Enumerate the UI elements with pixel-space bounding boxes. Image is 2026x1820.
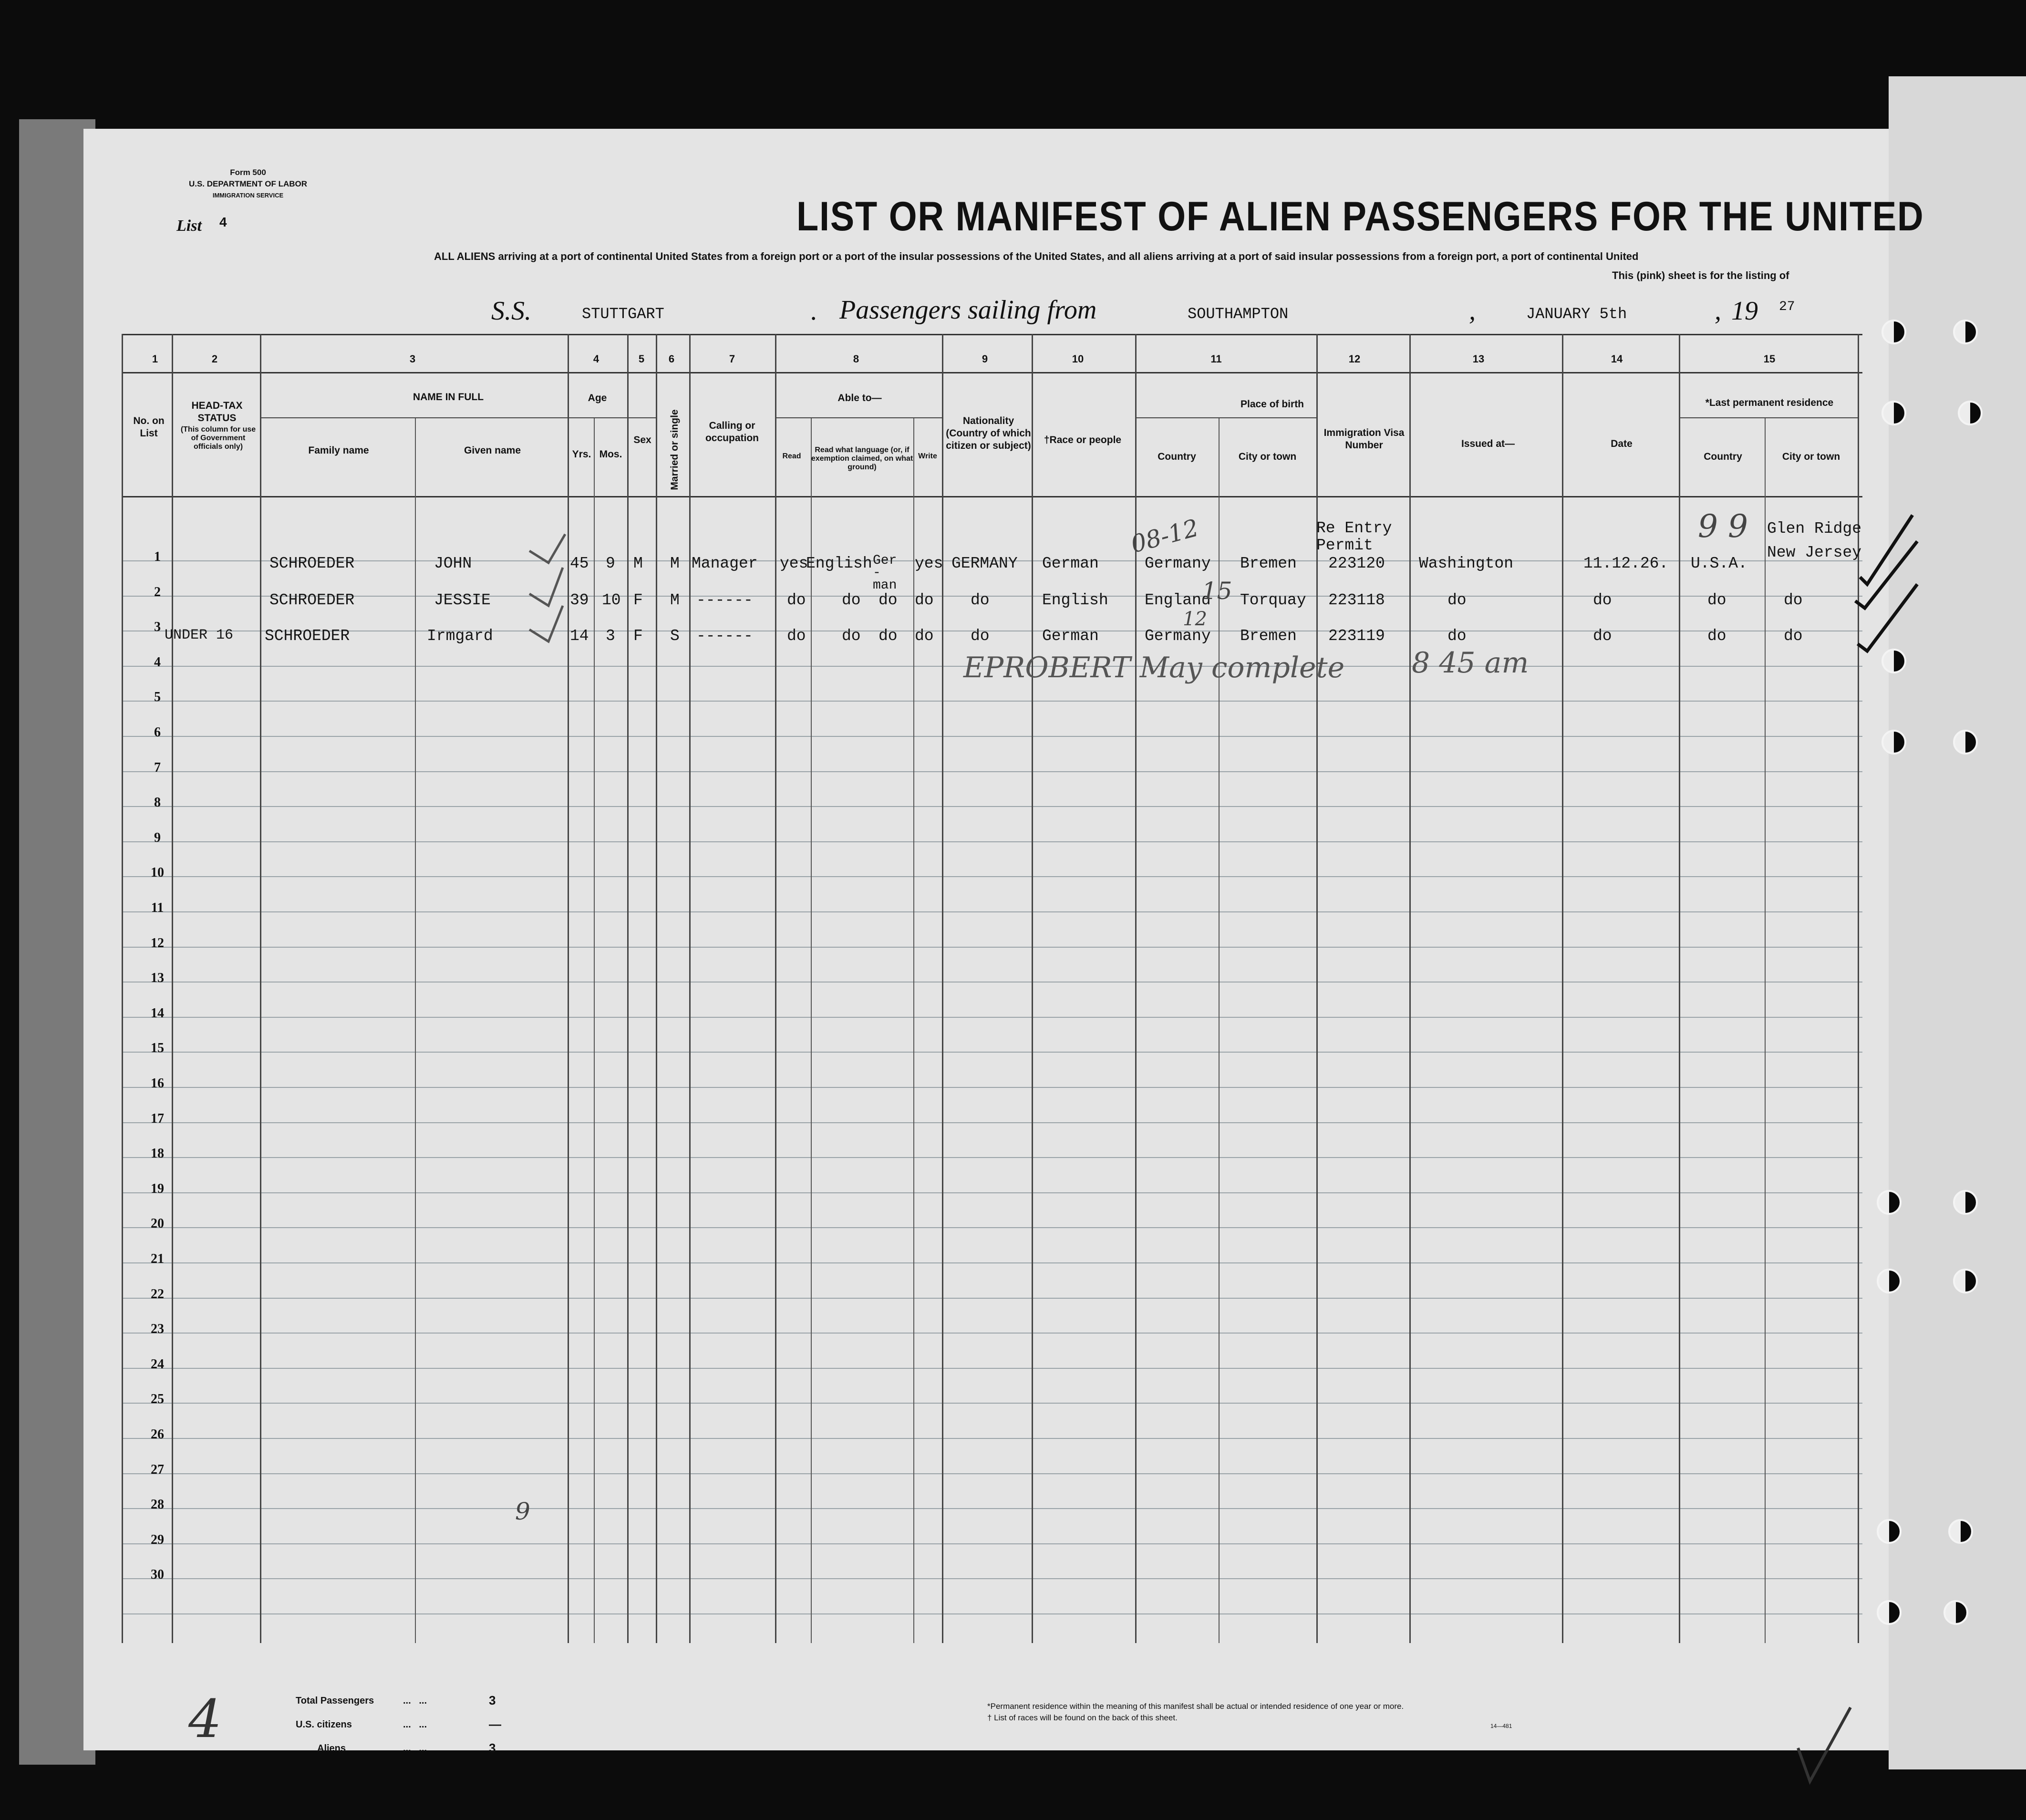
row-number: 26 (151, 1427, 164, 1442)
race-cell: German (1042, 555, 1099, 572)
age-years-cell: 14 (570, 627, 589, 645)
header-issued-at: Issued at— (1461, 438, 1515, 449)
header-write: Write (918, 452, 937, 460)
header-head-tax-note: (This column for use of Government officials only) (180, 425, 256, 451)
ship-label: S.S. (491, 296, 531, 326)
row-number: 19 (151, 1181, 164, 1196)
punch-hole-icon (1943, 1600, 1968, 1625)
row-number: 22 (151, 1287, 164, 1302)
ship-name: STUTTGART (582, 305, 664, 323)
punch-hole-icon (1881, 320, 1906, 344)
row-number: 18 (151, 1146, 164, 1161)
occupation-cell: ------ (696, 627, 753, 645)
header-able-to: Able to— (837, 393, 882, 403)
age-months-cell: 9 (606, 555, 615, 572)
header-name-in-full: NAME IN FULL (413, 392, 484, 403)
nationality-cell: do (971, 591, 990, 609)
header-birth-country: Country (1158, 451, 1196, 462)
row-number: 3 (154, 620, 161, 634)
row-number: 8 (154, 795, 161, 810)
residence-city-cell: do (1784, 591, 1803, 609)
us-citizens-value: — (489, 1717, 501, 1731)
department-name: U.S. DEPARTMENT OF LABOR (188, 179, 308, 188)
sex-cell: M (633, 555, 643, 572)
punch-hole-icon (1877, 1600, 1902, 1625)
row-number: 28 (151, 1497, 164, 1512)
departure-date: JANUARY 5th (1526, 305, 1627, 323)
read-cell: do (787, 627, 806, 645)
punch-hole-icon (1953, 1269, 1978, 1293)
list-label: List (176, 217, 202, 235)
punch-hole-icon (1953, 1190, 1978, 1215)
print-code: 14—481 (1490, 1723, 1512, 1729)
language-cell: Ger -man (873, 553, 897, 593)
sailing-label: Passengers sailing from (839, 295, 1097, 325)
birth-city-cell: Bremen (1240, 627, 1297, 645)
marital-cell: M (670, 555, 680, 572)
age-months-cell: 3 (606, 627, 615, 645)
subtitle-instructions: ALL ALIENS arriving at a port of continental United States from a foreign port or a port of the insular possessions of the United States, and all aliens arriving at a port of said insular possessions from a foreign port, a port of continental United (434, 250, 1639, 262)
row-number: 5 (154, 690, 161, 704)
row-number: 9 (154, 830, 161, 845)
header-age-mos: Mos. (599, 449, 622, 460)
residence-city-cell: Glen Ridge (1767, 520, 1862, 538)
visa-number-cell: 223119 (1328, 627, 1385, 645)
punch-hole-icon (1881, 649, 1906, 673)
birth-country-cell: Germany (1145, 555, 1211, 572)
column-number: 2 (211, 353, 218, 365)
column-number: 13 (1472, 353, 1485, 365)
row-number: 11 (151, 900, 164, 915)
row-number: 24 (151, 1357, 164, 1372)
row-number: 7 (154, 760, 161, 775)
year-prefix: 19 (1731, 296, 1758, 326)
handwritten-row-mark: 9 (515, 1498, 530, 1525)
aliens-value: 3 (489, 1741, 496, 1755)
header-date: Date (1611, 438, 1633, 449)
handwritten-clearance-note: EPROBERT May complete (963, 651, 1345, 684)
visa-number-cell: 223120 (1328, 555, 1385, 572)
header-read-language: Read what language (or, if exemption claimed, on what ground) (811, 446, 913, 471)
residence-country-cell: do (1707, 627, 1726, 645)
residence-footnote: *Permanent residence within the meaning of this manifest shall be actual or intended residence of one year or more. (987, 1702, 1404, 1711)
service-name: IMMIGRATION SERVICE (212, 192, 284, 199)
citizens-dots: ... ... (403, 1719, 427, 1730)
check-mark-icon (529, 534, 565, 563)
header-place-of-birth: Place of birth (1240, 399, 1304, 410)
row-number: 29 (151, 1532, 164, 1547)
family-name-cell: SCHROEDER (269, 591, 355, 609)
column-number: 12 (1348, 353, 1361, 365)
handwritten-residence-mark: 9 9 (1698, 508, 1748, 545)
row-number: 16 (151, 1076, 164, 1091)
row-number: 25 (151, 1392, 164, 1406)
write-cell: do (915, 627, 934, 645)
write-cell: yes (915, 555, 943, 572)
year-suffix: 27 (1779, 300, 1795, 314)
header-family-name: Family name (308, 445, 369, 456)
punch-hole-icon (1953, 320, 1978, 344)
read-cell: yes (780, 555, 808, 572)
row-number: 21 (151, 1251, 164, 1266)
birth-country-cell: England (1145, 591, 1211, 609)
column-number: 4 (593, 353, 600, 365)
aliens-dots: ... ... (403, 1743, 427, 1754)
visa-label-cell: Re Entry Permit (1316, 519, 1392, 554)
header-last-residence: *Last permanent residence (1705, 397, 1834, 408)
row-number: 27 (151, 1462, 164, 1477)
punch-hole-icon (1877, 1269, 1902, 1293)
birth-city-cell: Bremen (1240, 555, 1297, 572)
row-number: 14 (151, 1006, 164, 1021)
header-res-city: City or town (1782, 451, 1840, 462)
write-cell: do (915, 591, 934, 609)
given-name-cell: JOHN (434, 555, 472, 572)
handwritten-birth-mark: 08-12 (1127, 514, 1202, 558)
residence-country-cell: do (1707, 591, 1726, 609)
language-cell: do (842, 591, 861, 609)
sex-cell: F (633, 591, 643, 609)
header-res-country: Country (1704, 451, 1742, 462)
us-citizens-label: U.S. citizens (296, 1719, 352, 1730)
column-number: 8 (853, 353, 859, 365)
header-birth-city: City or town (1238, 451, 1297, 462)
check-mark-icon (529, 606, 563, 641)
total-dots: ... ... (403, 1696, 427, 1706)
header-no-on-list: No. on List (133, 415, 165, 439)
handwritten-time-note: 8 45 am (1412, 646, 1529, 680)
issued-at-cell: do (1447, 591, 1467, 609)
page-title: LIST OR MANIFEST OF ALIEN PASSENGERS FOR THE UNITED (796, 194, 1924, 239)
header-married-single: Married or single (669, 409, 680, 490)
aliens-label: Aliens (317, 1743, 346, 1754)
sex-cell: F (633, 627, 643, 645)
issued-at-cell: Washington (1419, 555, 1514, 572)
marital-cell: M (670, 591, 680, 609)
family-name-cell: SCHROEDER (265, 627, 350, 645)
issue-date-cell: do (1593, 591, 1612, 609)
column-number: 14 (1611, 353, 1623, 365)
column-number: 11 (1210, 353, 1222, 365)
issue-date-cell: 11.12.26. (1583, 555, 1669, 572)
header-given-name: Given name (464, 445, 521, 456)
separator-dot: . (811, 296, 817, 326)
residence-city-cell: do (1784, 627, 1803, 645)
column-number: 9 (982, 353, 988, 365)
row-number: 20 (151, 1216, 164, 1231)
punch-hole-icon (1881, 401, 1906, 425)
language-cell: do (879, 627, 898, 645)
handwritten-birth-mark: 12 (1183, 608, 1207, 630)
language-cell: do (842, 627, 861, 645)
row-number: 10 (151, 865, 164, 880)
given-name-cell: Irmgard (427, 627, 493, 645)
punch-hole-icon (1948, 1519, 1973, 1544)
header-head-tax: HEAD-TAX STATUS (191, 400, 243, 424)
separator-comma: , (1469, 296, 1476, 326)
row-number: 6 (154, 725, 161, 740)
list-number: 4 (219, 215, 227, 229)
column-number: 6 (668, 353, 675, 365)
races-footnote: † List of races will be found on the back of this sheet. (987, 1713, 1178, 1722)
row-number: 4 (154, 655, 161, 670)
total-passengers-label: Total Passengers (296, 1696, 374, 1706)
row-number: 12 (151, 936, 164, 951)
punch-hole-icon (1958, 401, 1983, 425)
header-visa-number: Immigration Visa Number (1323, 427, 1405, 451)
check-mark-icon (529, 568, 563, 606)
occupation-cell: Manager (692, 555, 758, 572)
age-years-cell: 39 (570, 591, 589, 609)
departure-port: SOUTHAMPTON (1188, 305, 1289, 323)
separator-comma-2: , (1715, 296, 1721, 326)
header-sex: Sex (633, 434, 651, 445)
row-number: 13 (151, 971, 164, 985)
header-calling: Calling or occupation (705, 420, 759, 444)
occupation-cell: ------ (696, 591, 753, 609)
marital-cell: S (670, 627, 680, 645)
punch-hole-icon (1877, 1519, 1902, 1544)
row-number: 15 (151, 1041, 164, 1055)
column-number: 7 (729, 353, 735, 365)
header-read: Read (782, 452, 801, 460)
header-race: †Race or people (1044, 434, 1122, 445)
residence-country-cell: U.S.A. (1691, 555, 1747, 572)
visa-number-cell: 223118 (1328, 591, 1385, 609)
column-number: 10 (1072, 353, 1084, 365)
subtitle-pink-sheet: This (pink) sheet is for the listing of (1612, 269, 1789, 281)
check-mark-icon (1858, 584, 1917, 651)
header-nationality: Nationality (Country of which citizen or subject) (946, 415, 1031, 451)
age-years-cell: 45 (570, 555, 589, 572)
form-number: Form 500 (230, 168, 266, 177)
total-passengers-value: 3 (489, 1693, 496, 1707)
row-number: 1 (154, 549, 161, 564)
punch-hole-icon (1877, 1190, 1902, 1215)
issue-date-cell: do (1593, 627, 1612, 645)
birth-city-cell: Torquay (1240, 591, 1306, 609)
row-number: 23 (151, 1322, 164, 1336)
nationality-cell: GERMANY (951, 555, 1018, 572)
language-cell: do (879, 591, 898, 609)
given-name-cell: JESSIE (434, 591, 491, 609)
punch-hole-icon (1881, 730, 1906, 755)
check-mark-icon (1798, 1707, 1850, 1781)
header-age-yrs: Yrs. (572, 449, 591, 460)
birth-country-cell: Germany (1145, 627, 1211, 645)
handwritten-birth-mark: 15 (1202, 577, 1232, 605)
check-mark-icon (1860, 515, 1912, 584)
head-tax-cell: UNDER 16 (165, 627, 234, 643)
row-number: 17 (151, 1111, 164, 1126)
punch-hole-icon (1953, 730, 1978, 755)
race-cell: German (1042, 627, 1099, 645)
handwritten-footer-mark: 4 (188, 1688, 222, 1749)
issued-at-cell: do (1447, 627, 1467, 645)
nationality-cell: do (971, 627, 990, 645)
column-number: 5 (638, 353, 645, 365)
age-months-cell: 10 (602, 591, 621, 609)
column-number: 3 (409, 353, 416, 365)
language-cell: English (806, 555, 872, 572)
race-cell: English (1042, 591, 1108, 609)
row-number: 30 (151, 1567, 164, 1582)
row-number: 2 (154, 585, 161, 600)
column-number: 15 (1763, 353, 1776, 365)
residence-state-cell: New Jersey (1767, 544, 1862, 561)
column-number: 1 (152, 353, 158, 365)
header-age: Age (588, 393, 607, 403)
read-cell: do (787, 591, 806, 609)
family-name-cell: SCHROEDER (269, 555, 355, 572)
